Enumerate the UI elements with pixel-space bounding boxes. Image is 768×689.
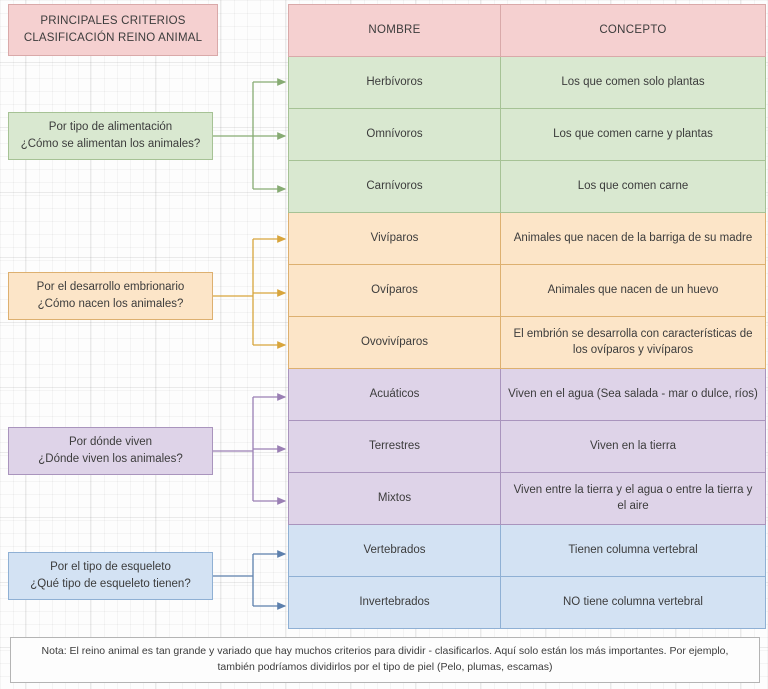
criterion-alimentacion-line2: ¿Cómo se alimentan los animales? [20,138,201,150]
table-row[interactable] [289,213,766,265]
cell-concepto: NO tiene columna vertebral [501,577,766,629]
criterion-box-donde-viven[interactable] [8,427,213,475]
cell-concepto: Viven en el agua (Sea salada - mar o dulce, ríos) [501,369,766,421]
diagram-title-line1: PRINCIPALES CRITERIOS [40,15,186,28]
cell-concepto: Animales que nacen de la barriga de su madre [501,213,766,265]
cell-nombre: Vertebrados [289,525,501,577]
table-row[interactable] [289,369,766,421]
table-row[interactable] [289,317,766,369]
table-row[interactable] [289,577,766,629]
classification-table [288,4,766,629]
cell-concepto: Viven en la tierra [501,421,766,473]
cell-concepto: Los que comen carne [501,161,766,213]
table-header-row [289,5,766,57]
cell-nombre: Mixtos [289,473,501,525]
criterion-embrionario-line2: ¿Cómo nacen los animales? [37,298,184,310]
cell-nombre: Herbívoros [289,57,501,109]
diagram-title [8,4,218,56]
cell-concepto: Viven entre la tierra y el agua o entre la tierra y el aire [501,473,766,525]
table-row[interactable] [289,473,766,525]
column-header-concepto: CONCEPTO [501,5,766,57]
cell-nombre: Omnívoros [289,109,501,161]
table-row[interactable] [289,421,766,473]
table-row[interactable] [289,525,766,577]
criterion-habitat-line2: ¿Dónde viven los animales? [38,453,183,465]
cell-nombre: Vivíparos [289,213,501,265]
connector-donde-viven [213,397,285,501]
cell-concepto: Los que comen carne y plantas [501,109,766,161]
criterion-embrionario-line1: Por el desarrollo embrionario [36,281,185,294]
connector-tipo-esqueleto [213,554,285,606]
criterion-box-desarrollo-embrionario[interactable] [8,272,213,320]
cell-nombre: Ovíparos [289,265,501,317]
diagram-title-line2: CLASIFICACIÓN REINO ANIMAL [23,32,203,44]
criterion-esqueleto-line2: ¿Qué tipo de esqueleto tienen? [30,578,191,590]
table-row[interactable] [289,265,766,317]
criterion-habitat-line1: Por dónde viven [68,436,153,449]
criterion-box-alimentacion[interactable] [8,112,213,160]
cell-concepto: Tienen columna vertebral [501,525,766,577]
cell-concepto: Animales que nacen de un huevo [501,265,766,317]
criterion-box-tipo-esqueleto[interactable] [8,552,213,600]
criterion-esqueleto-line1: Por el tipo de esqueleto [50,561,171,574]
cell-concepto: Los que comen solo plantas [501,57,766,109]
cell-nombre: Ovovivíparos [289,317,501,369]
connector-desarrollo-embrionario [213,239,285,345]
cell-nombre: Carnívoros [289,161,501,213]
footer-note [10,637,760,683]
footer-note-text: Nota: El reino animal es tan grande y variado que hay muchos criterios para dividir - clasificarlos. Aquí solo están los más importantes. Por ejemplo, también podríamos dividirlos por el tipo de piel (Pelo, plumas, escamas) [41,645,729,673]
connector-alimentacion [213,82,285,189]
cell-nombre: Terrestres [289,421,501,473]
table-row[interactable] [289,161,766,213]
cell-concepto: El embrión se desarrolla con características de los ovíparos y vivíparos [501,317,766,369]
table-row[interactable] [289,109,766,161]
column-header-nombre: NOMBRE [289,5,501,57]
cell-nombre: Invertebrados [289,577,501,629]
cell-nombre: Acuáticos [289,369,501,421]
table-row[interactable] [289,57,766,109]
criterion-alimentacion-line1: Por tipo de alimentación [48,121,173,134]
